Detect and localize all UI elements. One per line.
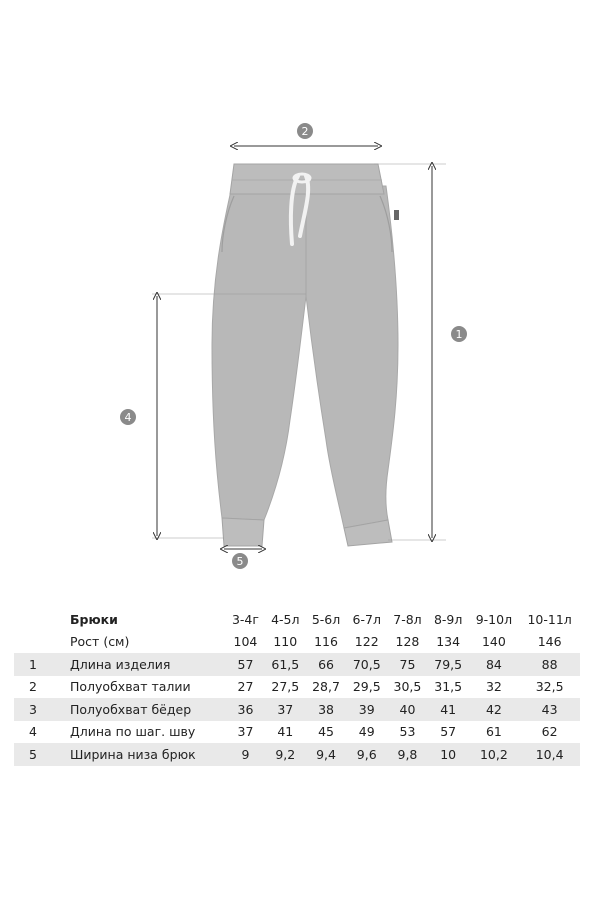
table-cell: 42 xyxy=(469,698,520,721)
table-cell: 84 xyxy=(469,653,520,676)
row-label: Ширина низа брюк xyxy=(52,743,226,766)
table-cell: 41 xyxy=(277,724,294,740)
size-header: 3-4г xyxy=(231,611,259,627)
row-number xyxy=(14,631,52,654)
table-cell: 31,5 xyxy=(434,679,463,695)
row-label: Длина по шаг. шву xyxy=(70,724,196,740)
row-number: 4 xyxy=(29,724,37,740)
size-header: 9-10л xyxy=(475,611,513,627)
table-cell: 32,5 xyxy=(535,679,564,695)
row-label: Рост (см) xyxy=(70,634,130,650)
table-cell: 27 xyxy=(237,679,254,695)
size-header: 5-6л xyxy=(311,611,341,627)
row-label: Полуобхват талии xyxy=(70,679,191,695)
table-cell: 70,5 xyxy=(346,653,387,676)
table-cell: 39 xyxy=(346,698,387,721)
table-cell: 10,4 xyxy=(519,743,580,766)
table-row xyxy=(14,631,580,654)
measurement-2 xyxy=(234,123,378,146)
row-number: 5 xyxy=(14,743,52,766)
table-header-row xyxy=(14,608,580,631)
table-cell: 36 xyxy=(226,698,265,721)
table-cell: 116 xyxy=(314,634,338,650)
size-table xyxy=(14,608,580,766)
row-number: 3 xyxy=(14,698,52,721)
row-label: Полуобхват бёдер xyxy=(52,698,226,721)
size-header: 6-7л xyxy=(352,611,381,627)
table-cell: 57 xyxy=(226,653,265,676)
table-cell: 9,4 xyxy=(306,743,347,766)
row-label: Длина изделия xyxy=(52,653,226,676)
table-row xyxy=(14,698,580,721)
table-cell: 32 xyxy=(485,679,502,695)
table-cell: 49 xyxy=(358,724,375,740)
table-cell: 40 xyxy=(387,698,428,721)
left-cuff xyxy=(222,518,264,546)
size-header: 8-9л xyxy=(433,611,463,627)
size-header: 7-8л xyxy=(393,611,422,627)
table-title: Брюки xyxy=(70,611,118,627)
table-cell: 9,6 xyxy=(346,743,387,766)
table-cell: 110 xyxy=(273,634,298,650)
table-cell: 104 xyxy=(233,634,258,650)
table-row xyxy=(14,721,580,744)
table-cell: 140 xyxy=(481,634,506,650)
table-cell: 10 xyxy=(428,743,469,766)
table-cell: 10,2 xyxy=(469,743,520,766)
measurement-5 xyxy=(224,549,262,569)
table-cell: 146 xyxy=(537,634,562,650)
pants-illustration xyxy=(212,164,399,546)
table-cell: 30,5 xyxy=(393,679,422,695)
marker-5-label: 5 xyxy=(236,555,244,568)
table-cell: 43 xyxy=(519,698,580,721)
marker-1-label: 1 xyxy=(455,328,463,341)
table-cell: 62 xyxy=(541,724,558,740)
table-cell: 9 xyxy=(226,743,265,766)
table-row xyxy=(14,743,580,766)
table-cell: 122 xyxy=(354,634,379,650)
table-cell: 41 xyxy=(428,698,469,721)
marker-4-label: 4 xyxy=(124,411,132,424)
table-cell: 9,2 xyxy=(265,743,306,766)
marker-2-label: 2 xyxy=(301,125,309,138)
table-row xyxy=(14,653,580,676)
table-cell: 57 xyxy=(440,724,457,740)
row-number: 1 xyxy=(14,653,52,676)
size-header: 10-11л xyxy=(527,611,572,627)
table-cell: 28,7 xyxy=(312,679,340,695)
size-header: 4-5л xyxy=(271,611,300,627)
table-cell: 128 xyxy=(395,634,420,650)
table-cell: 75 xyxy=(387,653,428,676)
table-cell: 53 xyxy=(399,724,416,740)
table-cell: 61 xyxy=(485,724,502,740)
table-cell: 66 xyxy=(306,653,347,676)
table-cell: 37 xyxy=(265,698,306,721)
table-cell: 79,5 xyxy=(428,653,469,676)
table-cell: 134 xyxy=(436,634,461,650)
table-cell: 37 xyxy=(237,724,254,740)
table-cell: 61,5 xyxy=(265,653,306,676)
table-cell: 9,8 xyxy=(387,743,428,766)
label-tag xyxy=(394,210,399,220)
table-row xyxy=(14,676,580,699)
table-cell: 88 xyxy=(519,653,580,676)
table-cell: 38 xyxy=(306,698,347,721)
table-cell: 29,5 xyxy=(352,679,381,695)
table-cell: 27,5 xyxy=(271,679,300,695)
table-cell: 45 xyxy=(318,724,334,740)
row-number: 2 xyxy=(29,679,37,695)
